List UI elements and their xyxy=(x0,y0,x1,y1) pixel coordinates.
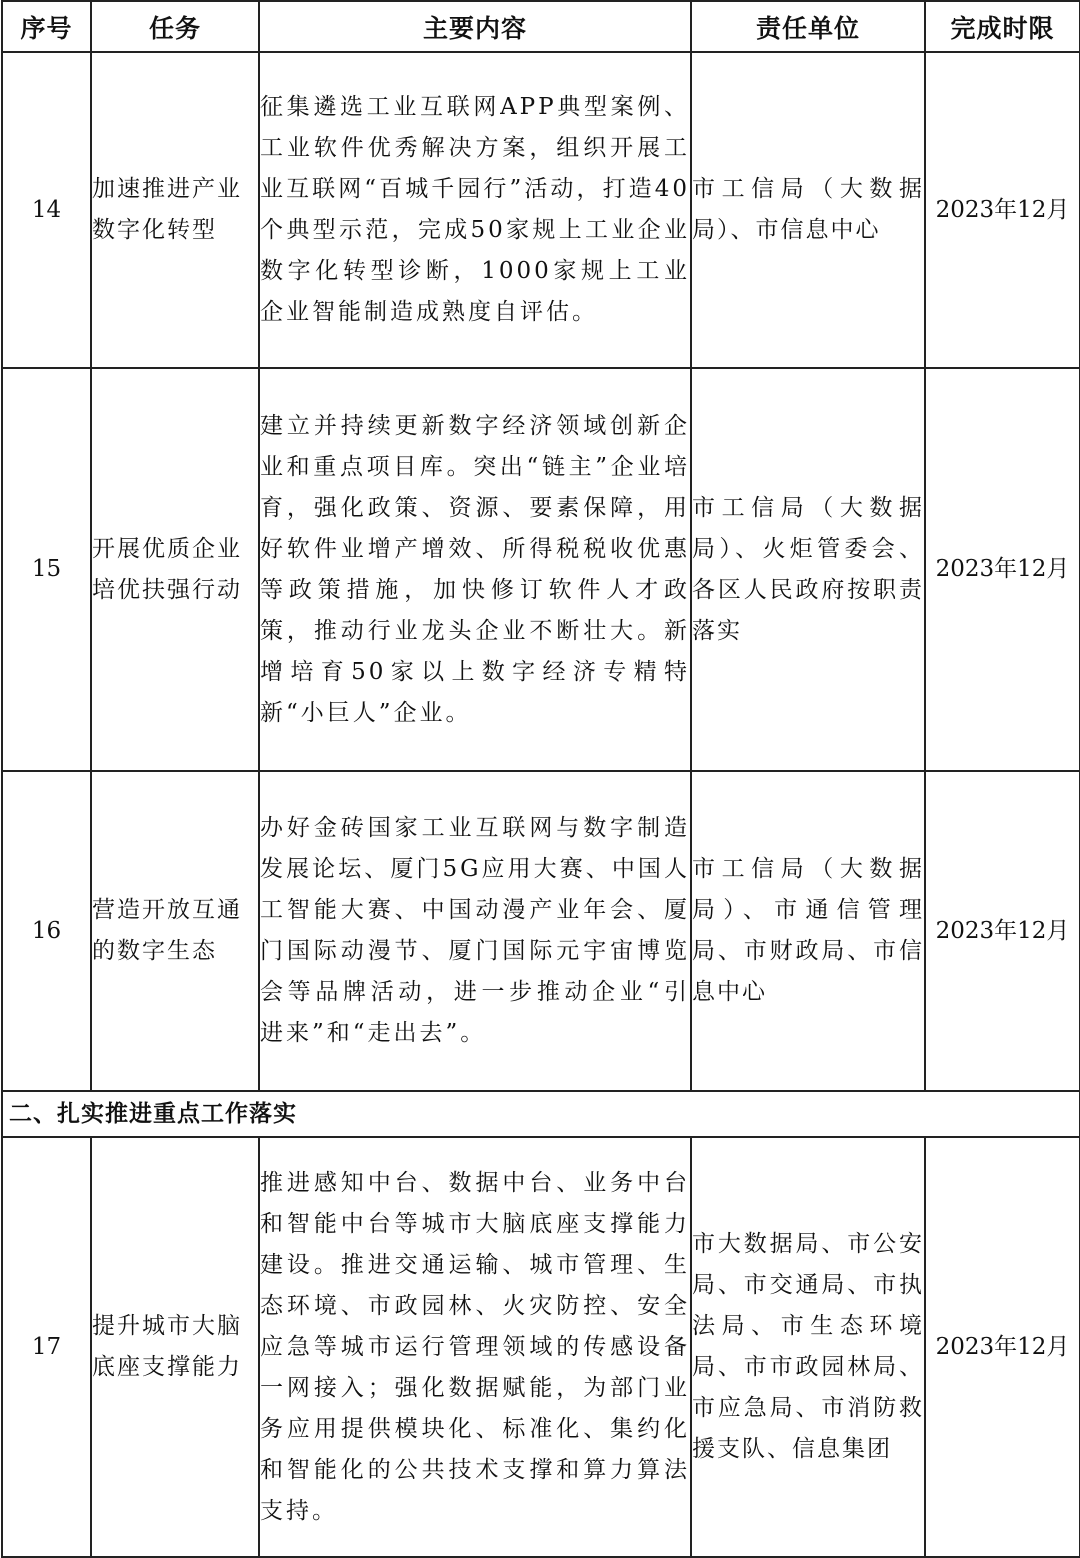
row-num: 16 xyxy=(2,771,91,1091)
table-row xyxy=(2,1137,1080,1557)
row-unit: 市工信局（大数据局）、市信息中心 xyxy=(691,52,925,368)
row-num: 14 xyxy=(2,52,91,368)
row-unit: 市大数据局、市公安局、市交通局、市执法局、市生态环境局、市市政园林局、市应急局、市消防救援支队、信息集团 xyxy=(691,1137,925,1557)
row-content: 征集遴选工业互联网APP典型案例、工业软件优秀解决方案，组织开展工业互联网“百城千园行”活动，打造40个典型示范，完成50家规上工业企业数字化转型诊断，1000家规上工业企业智能制造成熟度自评估。 xyxy=(259,52,691,368)
section-title: 二、扎实推进重点工作落实 xyxy=(2,1091,1080,1137)
row-deadline: 2023年12月 xyxy=(925,52,1080,368)
row-task: 营造开放互通的数字生态 xyxy=(91,771,259,1091)
row-task: 开展优质企业培优扶强行动 xyxy=(91,368,259,771)
row-deadline: 2023年12月 xyxy=(925,771,1080,1091)
header-content: 主要内容 xyxy=(259,1,691,52)
row-unit: 市工信局（大数据局）、火炬管委会、各区人民政府按职责落实 xyxy=(691,368,925,771)
table-row xyxy=(2,771,1080,1091)
row-deadline: 2023年12月 xyxy=(925,1137,1080,1557)
row-deadline: 2023年12月 xyxy=(925,368,1080,771)
row-unit: 市工信局（大数据局）、市通信管理局、市财政局、市信息中心 xyxy=(691,771,925,1091)
table-row xyxy=(2,368,1080,771)
row-content: 建立并持续更新数字经济领域创新企业和重点项目库。突出“链主”企业培育，强化政策、资源、要素保障，用好软件业增产增效、所得税税收优惠等政策措施，加快修订软件人才政策，推动行业龙头企业不断壮大。新增培育50家以上数字经济专精特新“小巨人”企业。 xyxy=(259,368,691,771)
row-num: 17 xyxy=(2,1137,91,1557)
row-num: 15 xyxy=(2,368,91,771)
header-num: 序号 xyxy=(2,1,91,52)
task-table xyxy=(1,0,1080,1558)
row-content: 办好金砖国家工业互联网与数字制造发展论坛、厦门5G应用大赛、中国人工智能大赛、中国动漫产业年会、厦门国际动漫节、厦门国际元宇宙博览会等品牌活动，进一步推动企业“引进来”和“走出去”。 xyxy=(259,771,691,1091)
row-task: 加速推进产业数字化转型 xyxy=(91,52,259,368)
header-deadline: 完成时限 xyxy=(925,1,1080,52)
header-row xyxy=(2,1,1080,52)
row-task: 提升城市大脑底座支撑能力 xyxy=(91,1137,259,1557)
row-content: 推进感知中台、数据中台、业务中台和智能中台等城市大脑底座支撑能力建设。推进交通运输、城市管理、生态环境、市政园林、火灾防控、安全应急等城市运行管理领域的传感设备一网接入；强化数据赋能，为部门业务应用提供模块化、标准化、集约化和智能化的公共技术支撑和算力算法支持。 xyxy=(259,1137,691,1557)
header-unit: 责任单位 xyxy=(691,1,925,52)
header-task: 任务 xyxy=(91,1,259,52)
table-row xyxy=(2,52,1080,368)
section-row xyxy=(2,1091,1080,1137)
